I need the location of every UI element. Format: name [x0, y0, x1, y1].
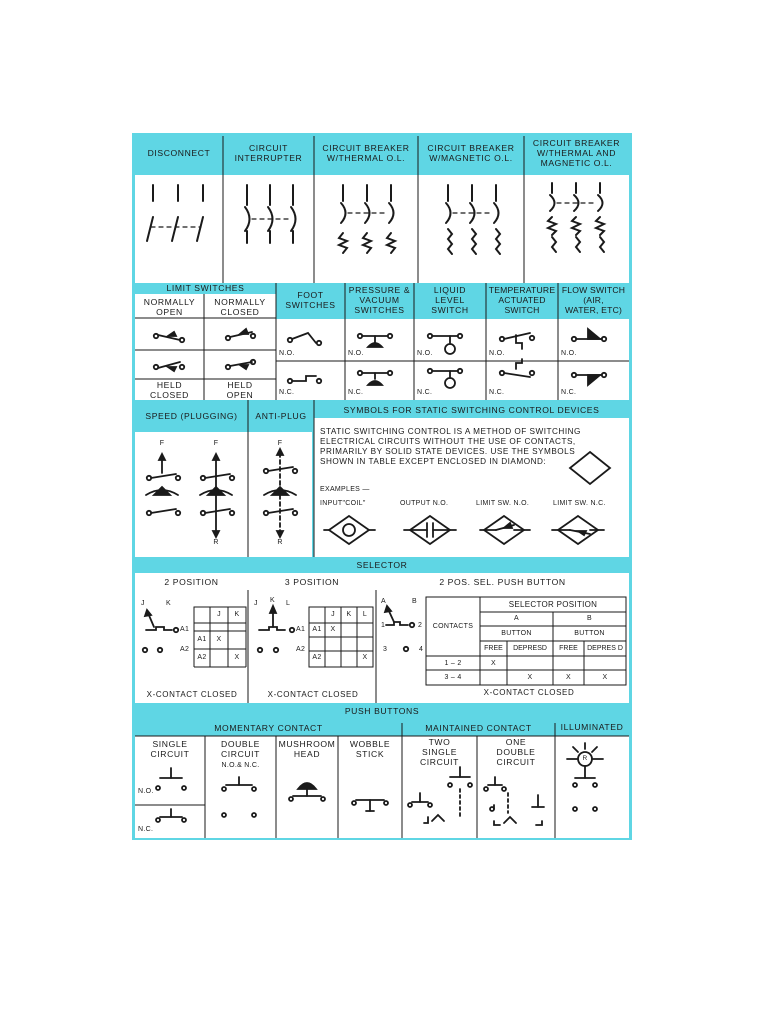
header-disconnect: DISCONNECT [147, 148, 211, 158]
label-output-no: OUTPUT N.O. [400, 500, 449, 507]
cell-j-2pos: J [217, 611, 221, 618]
header-button-a: BUTTON [501, 630, 532, 637]
header-mushroom-head: MUSHROOM HEAD [278, 739, 336, 759]
header-position-b: B [587, 615, 592, 622]
label-l-3pos: L [286, 600, 291, 607]
label-no-and-nc: N.O.& N.C. [221, 762, 260, 769]
label-a2-3pos: A2 [296, 646, 306, 653]
cell-x-3pos-a1: X [330, 626, 336, 633]
label-j-3pos: J [254, 600, 258, 607]
cell-k-3pos: K [346, 611, 352, 618]
header-one-double-circuit: ONE DOUBLE CIRCUIT [496, 737, 536, 767]
header-depres-d-b: DEPRES D [587, 645, 623, 652]
header-breaker-thermal: CIRCUIT BREAKER W/THERMAL O.L. [322, 143, 410, 163]
label-r-2: R [277, 539, 283, 546]
label-b-pb: B [412, 598, 417, 605]
header-temperature: TEMPERATURE ACTUATED SWITCH [488, 285, 556, 315]
header-selector-position: SELECTOR POSITION [508, 600, 598, 609]
cell-x-34-depres-b: X [602, 674, 608, 681]
label-k-2pos: K [166, 600, 171, 607]
header-limit-switches: LIMIT SWITCHES [166, 283, 245, 293]
header-breaker-magnetic: CIRCUIT BREAKER W/MAGNETIC O.L. [427, 143, 515, 163]
label-a2-2pos: A2 [180, 646, 190, 653]
label-no-pressure: N.O. [348, 350, 364, 357]
symbol-chart [132, 133, 632, 840]
label-held-closed: HELD CLOSED [150, 380, 189, 400]
header-static-switching: SYMBOLS FOR STATIC SWITCHING CONTROL DEVICES [343, 405, 600, 415]
header-contacts: CONTACTS [432, 623, 474, 630]
label-nc-temperature: N.C. [489, 389, 505, 396]
label-a-pb: A [381, 598, 386, 605]
row-3-4: 3 – 4 [444, 674, 462, 681]
header-free-b: FREE [559, 645, 578, 652]
header-anti-plug: ANTI-PLUG [255, 411, 307, 421]
label-r-1: R [213, 539, 219, 546]
label-nc-foot: N.C. [279, 389, 295, 396]
cell-x-12-free-a: X [491, 660, 496, 667]
cell-j-3pos: J [331, 611, 335, 618]
header-depresd-a: DEPRESD [513, 645, 547, 652]
row-1-2: 1 – 2 [444, 660, 462, 667]
header-circuit-interrupter: CIRCUIT INTERRUPTER [234, 143, 303, 163]
label-limit-no: LIMIT SW. N.O. [476, 500, 530, 507]
header-momentary-contact: MOMENTARY CONTACT [214, 723, 323, 733]
label-no-temperature: N.O. [489, 350, 505, 357]
header-3-position: 3 POSITION [284, 577, 340, 587]
static-description: STATIC SWITCHING CONTROL IS A METHOD OF SWITCHING ELECTRICAL CIRCUITS WITHOUT THE USE OF CONTACTS, PRIMARILY BY SOLID STATE DEVICES. USE THE SYMBOLS SHOWN IN TABLE EXCEPT ENCLOSED IN DIAMOND: [320, 427, 581, 466]
label-f-1: F [159, 440, 165, 447]
label-no-foot: N.O. [279, 350, 295, 357]
label-1-pb: 1 [381, 622, 386, 629]
symbol-drawings [132, 133, 632, 840]
header-double-circuit: DOUBLE CIRCUIT [220, 739, 261, 759]
label-a1-3pos: A1 [296, 626, 306, 633]
label-nc-single: N.C. [138, 826, 154, 833]
header-speed-plugging: SPEED (PLUGGING) [145, 411, 238, 421]
label-2-pb: 2 [418, 622, 423, 629]
header-free-a: FREE [484, 645, 503, 652]
label-no-liquid: N.O. [417, 350, 433, 357]
label-nc-liquid: N.C. [417, 389, 433, 396]
label-f-2: F [213, 440, 219, 447]
header-illuminated: ILLUMINATED [560, 722, 624, 732]
cell-k-2pos: K [234, 611, 240, 618]
header-push-buttons: PUSH BUTTONS [344, 706, 420, 716]
header-2-pos-push-button: 2 POS. SEL. PUSH BUTTON [439, 577, 566, 587]
header-breaker-thermal-magnetic: CIRCUIT BREAKER W/THERMAL AND MAGNETIC O.L. [532, 138, 621, 168]
label-nc-flow: N.C. [561, 389, 577, 396]
label-4-pb: 4 [419, 646, 424, 653]
label-r-illuminated: R [582, 755, 588, 762]
note-contact-closed-2pos: X-CONTACT CLOSED [146, 690, 238, 699]
note-contact-closed-pb: X-CONTACT CLOSED [483, 688, 575, 697]
label-normally-closed: NORMALLY CLOSED [214, 297, 266, 317]
label-held-open: HELD OPEN [226, 380, 254, 400]
cell-a2-2pos: A2 [197, 654, 207, 661]
cell-a2-3pos: A2 [312, 654, 322, 661]
header-maintained-contact: MAINTAINED CONTACT [425, 723, 532, 733]
header-two-single-circuit: TWO SINGLE CIRCUIT [419, 737, 460, 767]
cell-a1-2pos: A1 [197, 636, 207, 643]
header-foot-switches: FOOT SWITCHES [285, 290, 336, 310]
cell-a1-3pos: A1 [312, 626, 322, 633]
header-pressure-vacuum: PRESSURE & VACUUM SWITCHES [348, 285, 411, 315]
header-wobble-stick: WOBBLE STICK [349, 739, 391, 759]
label-no-flow: N.O. [561, 350, 577, 357]
cell-l-3pos: L [362, 611, 368, 618]
cell-x-34-free-b: X [566, 674, 571, 681]
cell-x-a1-j: X [216, 636, 222, 643]
cell-x-3pos-a2: X [362, 654, 368, 661]
note-contact-closed-3pos: X-CONTACT CLOSED [267, 690, 359, 699]
label-k-3pos: K [270, 597, 275, 604]
header-button-b: BUTTON [574, 630, 605, 637]
header-liquid-level: LIQUID LEVEL SWITCH [431, 285, 469, 315]
label-examples: EXAMPLES — [320, 486, 370, 493]
header-flow-switch: FLOW SWITCH (AIR, WATER, ETC) [561, 285, 626, 315]
header-2-position: 2 POSITION [164, 577, 219, 587]
label-3-pb: 3 [383, 646, 388, 653]
label-no-single: N.O. [138, 788, 154, 795]
cell-x-34-depresd-a: X [527, 674, 533, 681]
label-a1-2pos: A1 [180, 626, 190, 633]
header-position-a: A [514, 615, 519, 622]
label-f-3: F [277, 440, 283, 447]
label-nc-pressure: N.C. [348, 389, 364, 396]
label-limit-nc: LIMIT SW. N.C. [553, 500, 606, 507]
cell-x-a2-k: X [234, 654, 240, 661]
header-selector: SELECTOR [356, 560, 408, 570]
header-single-circuit: SINGLE CIRCUIT [150, 739, 190, 759]
label-normally-open: NORMALLY OPEN [143, 297, 196, 317]
label-j-2pos: J [141, 600, 145, 607]
label-input-coil: INPUT"COIL" [320, 500, 366, 507]
